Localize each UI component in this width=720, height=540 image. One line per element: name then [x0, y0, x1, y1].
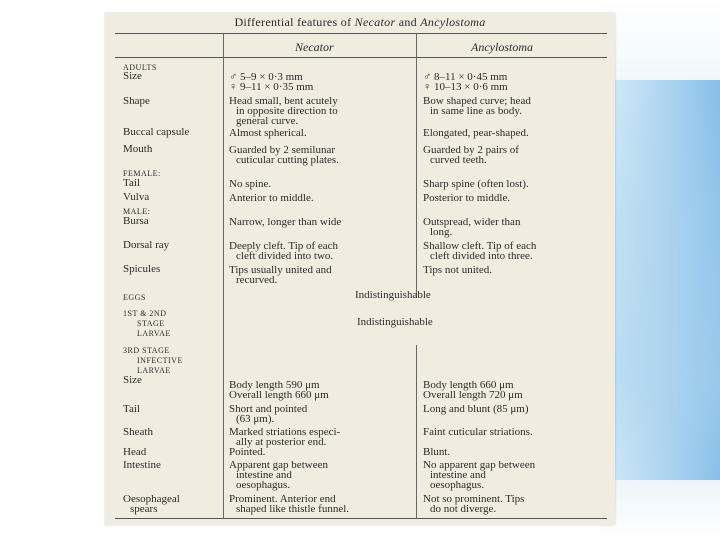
column-divider-2-lower [416, 345, 417, 519]
necator-size-female: ♀ 9–11 × 0·35 mm [229, 81, 314, 93]
column-divider-2 [416, 33, 417, 298]
section-infective-line-1: 3RD STAGE [123, 346, 170, 355]
ancylostoma-intestine-3: oesophagus. [430, 479, 485, 491]
necator-head: Pointed. [229, 446, 266, 458]
ancylostoma-shape-1: Bow shaped curve; head [423, 95, 531, 107]
necator-bursa: Narrow, longer than wide [229, 216, 342, 228]
scanned-table-page [105, 13, 615, 525]
necator-spears-2: shaped like thistle funnel. [236, 503, 350, 515]
row-label-sheath: Sheath [123, 426, 153, 438]
row-label-bursa: Bursa [123, 215, 149, 227]
eggs-indistinguishable: Indistinguishable [355, 289, 431, 301]
section-larvae-line-2: STAGE [137, 319, 165, 328]
necator-vulva: Anterior to middle. [229, 192, 314, 204]
row-label-head: Head [123, 446, 147, 458]
necator-sheath-1: Marked striations especi- [229, 426, 341, 438]
row-label-oesophageal-spears-2: spears [130, 503, 158, 515]
ancylostoma-tail: Sharp spine (often lost). [423, 178, 529, 190]
table-title: Differential features of Necator and Ancylostoma [234, 15, 486, 29]
necator-mouth-1: Guarded by 2 semilunar [229, 144, 335, 156]
bottom-rule [115, 518, 607, 519]
column-header-necator: Necator [295, 40, 334, 54]
row-label-size: Size [123, 70, 142, 82]
row-label-tail: Tail [123, 177, 140, 189]
row-label-larval-size: Size [123, 374, 142, 386]
row-label-larval-tail: Tail [123, 403, 140, 415]
necator-spicules-2: recurved. [236, 274, 278, 286]
necator-larval-tail-2: (63 μm). [236, 413, 275, 425]
ancylostoma-sheath: Faint cuticular striations. [423, 426, 533, 438]
section-infective-line-2: INFECTIVE [137, 356, 183, 365]
necator-tail: No spine. [229, 178, 272, 190]
ancylostoma-intestine-1: No apparent gap between [423, 459, 536, 471]
ancylostoma-buccal: Elongated, pear-shaped. [423, 127, 529, 139]
necator-dorsal-2: cleft divided into two. [236, 250, 334, 262]
ancylostoma-spears-2: do not diverge. [430, 503, 497, 515]
ancylostoma-mouth-1: Guarded by 2 pairs of [423, 144, 519, 156]
necator-intestine-1: Apparent gap between [229, 459, 328, 471]
necator-shape-1: Head small, bent acutely [229, 95, 338, 107]
section-eggs: EGGS [123, 293, 146, 302]
ancylostoma-bursa-1: Outspread, wider than [423, 216, 521, 228]
necator-larval-tail-1: Short and pointed [229, 403, 308, 415]
ancylostoma-dorsal-1: Shallow cleft. Tip of each [423, 240, 537, 252]
ancylostoma-size-male: ♂ 8–11 × 0·45 mm [423, 71, 508, 83]
ancylostoma-spicules: Tips not united. [423, 264, 492, 276]
necator-shape-2: in opposite direction to [236, 105, 338, 117]
necator-intestine-2: intestine and [236, 469, 292, 481]
section-male: MALE: [123, 207, 151, 216]
necator-dorsal-1: Deeply cleft. Tip of each [229, 240, 339, 252]
section-larvae-line-3: LARVAE [137, 329, 171, 338]
section-infective-line-3: LARVAE [137, 366, 171, 375]
ancylostoma-shape-2: in same line as body. [430, 105, 522, 117]
ancylostoma-larval-size-2: Overall length 720 μm [423, 389, 523, 401]
larvae-indistinguishable: Indistinguishable [357, 316, 433, 328]
necator-sheath-2: ally at posterior end. [236, 436, 327, 448]
ancylostoma-dorsal-2: cleft divided into three. [430, 250, 533, 262]
necator-larval-size-1: Body length 590 μm [229, 379, 320, 391]
row-label-spicules: Spicules [123, 263, 161, 275]
necator-size-male: ♂ 5–9 × 0·3 mm [229, 71, 303, 83]
necator-intestine-3: oesophagus. [236, 479, 291, 491]
necator-shape-3: general curve. [236, 115, 299, 127]
row-label-oesophageal-spears-1: Oesophageal [123, 493, 180, 505]
column-header-ancylostoma: Ancylostoma [471, 40, 533, 54]
row-label-shape: Shape [123, 95, 150, 107]
row-label-buccal-capsule: Buccal capsule [123, 126, 190, 138]
ancylostoma-spears-1: Not so prominent. Tips [423, 493, 525, 505]
row-label-dorsal-ray: Dorsal ray [123, 239, 170, 251]
column-divider-1 [223, 33, 224, 519]
necator-mouth-2: cuticular cutting plates. [236, 154, 339, 166]
row-label-mouth: Mouth [123, 143, 153, 155]
ancylostoma-mouth-2: curved teeth. [430, 154, 487, 166]
section-female: FEMALE: [123, 169, 161, 178]
top-rule [115, 33, 607, 34]
ancylostoma-intestine-2: intestine and [430, 469, 486, 481]
ancylostoma-head: Blunt. [423, 446, 451, 458]
background-gradient-vertical [600, 0, 720, 540]
ancylostoma-vulva: Posterior to middle. [423, 192, 511, 204]
row-label-vulva: Vulva [123, 191, 150, 203]
ancylostoma-larval-tail: Long and blunt (85 μm) [423, 403, 529, 415]
row-label-intestine: Intestine [123, 459, 161, 471]
section-larvae-line-1: 1ST & 2ND [123, 309, 167, 318]
necator-spicules-1: Tips usually united and [229, 264, 332, 276]
ancylostoma-size-female: ♀ 10–13 × 0·6 mm [423, 81, 508, 93]
necator-larval-size-2: Overall length 660 μm [229, 389, 329, 401]
ancylostoma-larval-size-1: Body length 660 μm [423, 379, 514, 391]
necator-spears-1: Prominent. Anterior end [229, 493, 336, 505]
section-adults: ADULTS [123, 63, 157, 72]
header-rule [115, 57, 607, 58]
necator-buccal: Almost spherical. [229, 127, 307, 139]
ancylostoma-bursa-2: long. [430, 226, 453, 238]
